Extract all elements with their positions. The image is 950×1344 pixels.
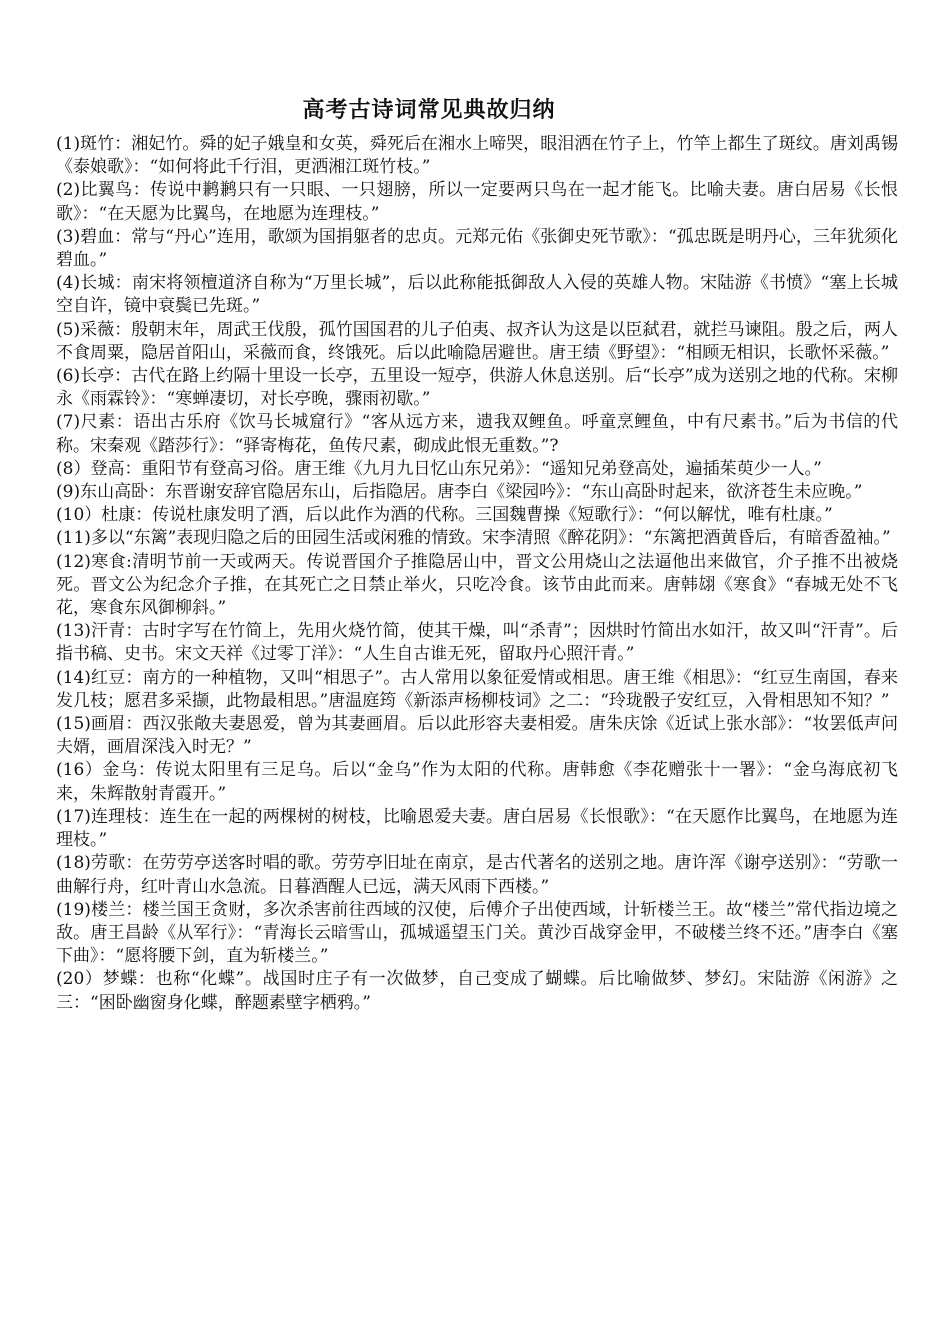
document-title: 高考古诗词常见典故归纳 <box>302 98 556 123</box>
allusion-entry-13: (13)汗青：古时字写在竹简上，先用火烧竹简，使其干燥，叫“杀青”；因烘时竹简出水如汗，故又叫“汗青”。后指书稿、史书。宋文天祥《过零丁洋》：“人生自古谁无死，留取丹心照汗青。” <box>56 621 898 665</box>
allusion-entry-9: (9)东山高卧：东晋谢安辞官隐居东山，后指隐居。唐李白《梁园吟》：“东山高卧时起来，欲济苍生未应晚。” <box>56 482 863 503</box>
allusion-entry-6: (6)长亭：古代在路上约隔十里设一长亭，五里设一短亭，供游人休息送别。后“长亭”成为送别之地的代称。宋柳永《雨霖铃》：“寒蝉凄切，对长亭晚，骤雨初歇。” <box>56 366 898 410</box>
allusion-entry-1: (1)斑竹：湘妃竹。舜的妃子娥皇和女英，舜死后在湘水上啼哭，眼泪洒在竹子上，竹竿上都生了斑纹。唐刘禹锡《泰娘歌》：“如何将此千行泪，更洒湘江斑竹枝。” <box>56 134 898 178</box>
allusion-entry-8: (8）登高：重阳节有登高习俗。唐王维《九月九日忆山东兄弟》：“遥知兄弟登高处，遍插茱萸少一人。” <box>56 458 822 479</box>
allusion-entry-7: (7)尺素：语出古乐府《饮马长城窟行》“客从远方来，遗我双鲤鱼。呼童烹鲤鱼，中有尺素书。”后为书信的代称。宋秦观《踏莎行》：“驿寄梅花，鱼传尺素，砌成此恨无重数。”? <box>56 412 898 456</box>
allusion-entry-12: (12)寒食:清明节前一天或两天。传说晋国介子推隐居山中，晋文公用烧山之法逼他出来做官，介子推不出被烧死。晋文公为纪念介子推，在其死亡之日禁止举火，只吃冷食。该节由此而来。唐韩翃《寒食》“春城无处不飞花，寒食东风御柳斜。” <box>56 551 898 619</box>
allusion-entry-17: (17)连理枝：连生在一起的两棵树的树枝，比喻恩爱夫妻。唐白居易《长恨歌》：“在天愿作比翼鸟，在地愿为连理枝。” <box>56 806 898 851</box>
allusion-entry-14: (14)红豆：南方的一种植物，又叫“相思子”。古人常用以象征爱情或相思。唐王维《相思》：“红豆生南国，春来发几枝；愿君多采撷，此物最相思。”唐温庭筠《新添声杨柳枝词》之二：“玲珑骰子安红豆，入骨相思知不知？” <box>56 667 898 711</box>
allusion-entry-3: (3)碧血：常与“丹心”连用，歌颂为国捐躯者的忠贞。元郑元佑《张御史死节歌》：“孤忠既是明丹心，三年犹须化碧血。” <box>56 226 898 271</box>
allusion-entry-5: (5)采薇：殷朝末年，周武王伐殷，孤竹国国君的儿子伯夷、叔齐认为这是以臣弑君，就拦马谏阻。殷之后，两人不食周粟，隐居首阳山，采薇而食，终饿死。后以此喻隐居避世。唐王绩《野望》：“相顾无相识，长歌怀采薇。” <box>56 319 898 363</box>
document-page <box>56 96 898 1015</box>
allusion-entry-10: (10）杜康：传说杜康发明了酒，后以此作为酒的代称。三国魏曹操《短歌行》：“何以解忧，唯有杜康。” <box>56 505 833 526</box>
allusion-entry-18: (18)劳歌：在劳劳亭送客时唱的歌。劳劳亭旧址在南京，是古代著名的送别之地。唐许浑《谢亭送别》：“劳歌一曲解行舟，红叶青山水急流。日暮酒醒人已远，满天风雨下西楼。” <box>56 853 898 897</box>
allusion-entry-15: (15)画眉：西汉张敞夫妻恩爱，曾为其妻画眉。后以此形容夫妻相爱。唐朱庆馀《近试上张水部》：“妆罢低声问夫婿，画眉深浅入时无？” <box>56 714 898 758</box>
allusion-entry-20: (20）梦蝶：也称“化蝶”。战国时庄子有一次做梦，自己变成了蝴蝶。后比喻做梦、梦幻。宋陆游《闲游》之三：“困卧幽窗身化蝶，醉题素壁字栖鸦。” <box>56 969 898 1013</box>
allusion-entry-11: (11)多以“东篱”表现归隐之后的田园生活或闲雅的情致。宋李清照《醉花阴》：“东篱把酒黄昏后，有暗香盈袖。” <box>56 528 891 549</box>
allusion-entry-19: (19)楼兰：楼兰国王贪财，多次杀害前往西域的汉使，后傅介子出使西域，计斩楼兰王。故“楼兰”常代指边境之敌。唐王昌龄《从军行》：“青海长云暗雪山，孤城遥望玉门关。黄沙百战穿金甲，不破楼兰终不还。”唐李白《塞下曲》：“愿将腰下剑，直为斩楼兰。” <box>56 899 898 967</box>
allusion-entry-4: (4)长城：南宋将领檀道济自称为“万里长城”，后以此称能抵御敌人入侵的英雄人物。宋陆游《书愤》“塞上长城空自许，镜中衰鬓已先斑。” <box>56 273 898 317</box>
allusion-entry-2: (2)比翼鸟：传说中鹣鹣只有一只眼、一只翅膀，所以一定要两只鸟在一起才能飞。比喻夫妻。唐白居易《长恨歌》：“在天愿为比翼鸟，在地愿为连理枝。” <box>56 180 898 224</box>
allusion-entry-16: (16）金乌：传说太阳里有三足乌。后以“金乌”作为太阳的代称。唐韩愈《李花赠张十一署》：“金乌海底初飞来，朱辉散射青霞开。” <box>56 760 898 804</box>
